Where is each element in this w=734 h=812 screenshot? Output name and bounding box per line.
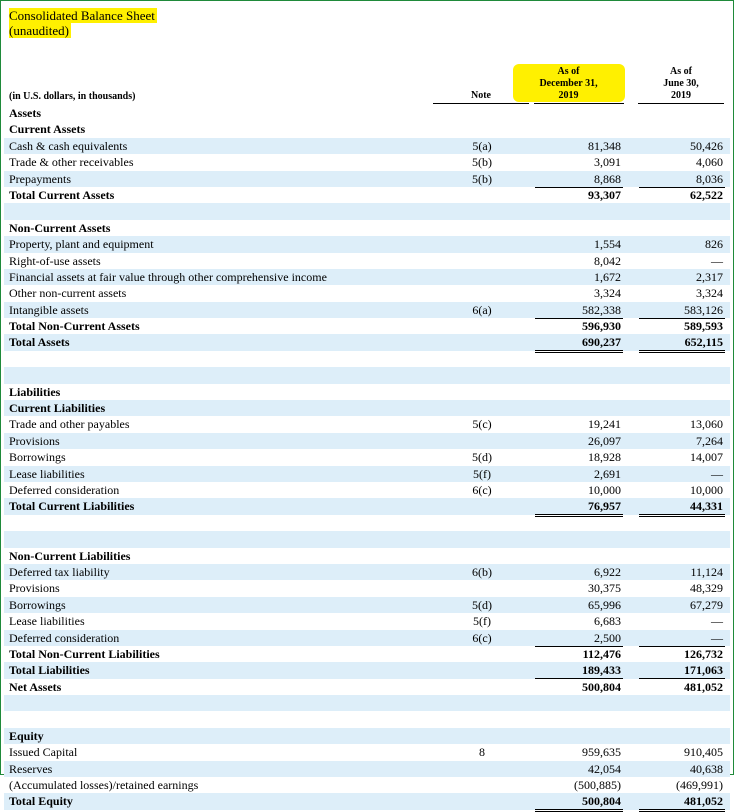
value-jun-2019: 13,060 [690, 417, 723, 432]
row-label: Total Assets [9, 335, 70, 350]
row-label: Prepayments [9, 171, 71, 186]
table-row [4, 384, 730, 400]
value-dec-2019: 10,000 [535, 482, 623, 499]
balance-sheet-table [4, 105, 730, 810]
value-dec-2019: 189,433 [535, 662, 623, 679]
row-label: Right-of-use assets [9, 253, 101, 268]
row-label: Trade and other payables [9, 417, 130, 432]
row-label: Lease liabilities [9, 614, 85, 629]
value-jun-2019: 8,036 [639, 171, 725, 188]
table-row [4, 793, 730, 809]
value-dec-2019: 19,241 [588, 417, 621, 432]
row-note: 5(f) [473, 466, 491, 481]
note-column-header: Note [471, 90, 491, 101]
value-jun-2019: 67,279 [690, 597, 723, 612]
note-header-rule [433, 103, 529, 104]
row-label: Intangible assets [9, 302, 89, 317]
value-dec-2019: 959,635 [582, 745, 621, 760]
value-jun-2019: 826 [705, 237, 723, 252]
table-row [4, 679, 730, 695]
value-jun-2019: — [711, 466, 723, 481]
value-dec-2019: 8,042 [594, 253, 621, 268]
spacer-row [4, 695, 730, 711]
title-line-2: (unaudited) [9, 23, 69, 38]
table-row [4, 187, 730, 203]
spacer-row [4, 711, 730, 727]
row-label: Deferred consideration [9, 630, 120, 645]
value-dec-2019: 500,804 [535, 679, 623, 698]
value-dec-2019: 596,930 [535, 318, 623, 335]
row-note: 5(c) [472, 417, 492, 432]
row-label: Non-Current Assets [9, 220, 111, 235]
table-row [4, 449, 730, 465]
row-label: Borrowings [9, 597, 66, 612]
value-dec-2019: 2,500 [535, 630, 623, 647]
value-dec-2019: 3,324 [594, 286, 621, 301]
table-row [4, 613, 730, 629]
value-dec-2019: 112,476 [535, 646, 623, 663]
value-jun-2019: 44,331 [639, 498, 725, 517]
value-jun-2019: 652,115 [639, 334, 725, 353]
value-dec-2019: 26,097 [588, 433, 621, 448]
value-dec-2019: 93,307 [535, 187, 623, 206]
row-note: 6(b) [472, 564, 492, 579]
table-row [4, 564, 730, 580]
table-row [4, 154, 730, 170]
row-label: Issued Capital [9, 745, 78, 760]
row-label: Equity [9, 728, 44, 743]
value-jun-2019: 4,060 [696, 155, 723, 170]
value-jun-2019: 481,052 [639, 793, 725, 812]
table-row [4, 302, 730, 318]
june-header-rule [638, 103, 724, 104]
value-jun-2019: 583,126 [639, 302, 725, 319]
value-jun-2019: 11,124 [690, 564, 723, 579]
table-row [4, 466, 730, 482]
value-jun-2019: — [711, 253, 723, 268]
row-label: Trade & other receivables [9, 155, 134, 170]
table-row [4, 334, 730, 350]
table-row [4, 646, 730, 662]
row-label: Lease liabilities [9, 466, 85, 481]
row-label: Provisions [9, 581, 60, 596]
row-label: Borrowings [9, 450, 66, 465]
title-line-1: Consolidated Balance Sheet [9, 8, 155, 23]
table-row [4, 777, 730, 793]
table-row [4, 744, 730, 760]
value-dec-2019: 1,672 [594, 269, 621, 284]
table-row [4, 416, 730, 432]
row-note: 5(b) [472, 171, 492, 186]
row-note: 5(d) [472, 450, 492, 465]
table-row [4, 433, 730, 449]
row-label: Total Liabilities [9, 663, 90, 678]
december-header-rule [534, 103, 624, 104]
value-dec-2019: 30,375 [588, 581, 621, 596]
value-dec-2019: 3,091 [594, 155, 621, 170]
row-label: Liabilities [9, 384, 61, 399]
row-label: Reserves [9, 761, 53, 776]
value-dec-2019: 500,804 [535, 793, 623, 812]
row-note: 6(a) [472, 302, 492, 317]
table-row [4, 121, 730, 137]
row-label: Net Assets [9, 679, 62, 694]
value-dec-2019: (500,885) [535, 777, 623, 794]
table-row [4, 236, 730, 252]
row-label: Total Non-Current Assets [9, 319, 140, 334]
value-dec-2019: 1,554 [594, 237, 621, 252]
table-row [4, 220, 730, 236]
value-dec-2019: 690,237 [535, 334, 623, 353]
table-row [4, 269, 730, 285]
table-row [4, 105, 730, 121]
value-jun-2019: 2,317 [696, 269, 723, 284]
table-row [4, 171, 730, 187]
value-dec-2019: 8,868 [535, 171, 623, 188]
row-note: 5(a) [472, 138, 492, 153]
value-jun-2019: (469,991) [639, 777, 725, 794]
row-label: Current Assets [9, 122, 86, 137]
row-label: Property, plant and equipment [9, 237, 154, 252]
value-jun-2019: 910,405 [684, 745, 723, 760]
value-jun-2019: 126,732 [639, 646, 725, 663]
value-jun-2019: — [639, 630, 725, 647]
value-jun-2019: 3,324 [696, 286, 723, 301]
table-row [4, 597, 730, 613]
row-note: 6(c) [472, 482, 492, 497]
spacer-row [4, 531, 730, 547]
value-dec-2019: 65,996 [588, 597, 621, 612]
row-label: (Accumulated losses)/retained earnings [9, 778, 199, 793]
value-jun-2019: 50,426 [690, 138, 723, 153]
value-jun-2019: 62,522 [639, 187, 725, 206]
row-note: 6(c) [472, 630, 492, 645]
value-dec-2019: 76,957 [535, 498, 623, 517]
value-dec-2019: 2,691 [594, 466, 621, 481]
row-label: Total Non-Current Liabilities [9, 646, 160, 661]
spacer-row [4, 203, 730, 219]
column-header-december-line: December 31, [539, 78, 598, 89]
column-header-december-line: As of [557, 66, 580, 77]
spacer-row [4, 351, 730, 367]
value-jun-2019: 14,007 [690, 450, 723, 465]
value-jun-2019: 10,000 [639, 482, 725, 499]
value-jun-2019: — [711, 614, 723, 629]
units-label: (in U.S. dollars, in thousands) [9, 91, 136, 102]
value-jun-2019: 48,329 [690, 581, 723, 596]
row-label: Deferred tax liability [9, 564, 110, 579]
table-row [4, 728, 730, 744]
row-label: Deferred consideration [9, 482, 120, 497]
value-dec-2019: 81,348 [588, 138, 621, 153]
value-dec-2019: 6,922 [594, 564, 621, 579]
value-dec-2019: 6,683 [594, 614, 621, 629]
value-jun-2019: 481,052 [639, 679, 725, 698]
table-row [4, 318, 730, 334]
row-note: 5(b) [472, 155, 492, 170]
row-label: Total Current Assets [9, 187, 115, 202]
row-label: Current Liabilities [9, 401, 106, 416]
column-header-june-line: 2019 [671, 90, 691, 101]
column-header-june-line: As of [670, 66, 692, 77]
value-jun-2019: 40,638 [690, 761, 723, 776]
row-label: Cash & cash equivalents [9, 138, 128, 153]
value-dec-2019: 42,054 [588, 761, 621, 776]
row-note: 5(f) [473, 614, 491, 629]
table-row [4, 285, 730, 301]
column-header-december-line: 2019 [558, 90, 579, 101]
table-row [4, 482, 730, 498]
table-row [4, 548, 730, 564]
row-label: Provisions [9, 433, 60, 448]
value-dec-2019: 18,928 [588, 450, 621, 465]
value-jun-2019: 171,063 [639, 662, 725, 679]
document-title [9, 8, 157, 38]
table-row [4, 580, 730, 596]
value-jun-2019: 7,264 [696, 433, 723, 448]
row-label: Assets [9, 106, 41, 120]
spacer-row [4, 515, 730, 531]
table-row [4, 253, 730, 269]
row-label: Total Equity [9, 794, 73, 809]
row-label: Financial assets at fair value through other comprehensive income [9, 269, 327, 284]
row-label: Total Current Liabilities [9, 499, 135, 514]
row-label: Other non-current assets [9, 286, 127, 301]
value-dec-2019: 582,338 [535, 302, 623, 319]
spacer-row [4, 367, 730, 383]
table-row [4, 400, 730, 416]
row-label: Non-Current Liabilities [9, 548, 131, 563]
value-jun-2019: 589,593 [639, 318, 725, 335]
table-row [4, 138, 730, 154]
column-header-june [641, 66, 721, 102]
column-header-december [511, 63, 626, 103]
column-header-june-line: June 30, [663, 78, 699, 89]
table-row [4, 662, 730, 678]
row-note: 8 [479, 745, 485, 760]
table-row [4, 498, 730, 514]
table-row [4, 630, 730, 646]
row-note: 5(d) [472, 597, 492, 612]
